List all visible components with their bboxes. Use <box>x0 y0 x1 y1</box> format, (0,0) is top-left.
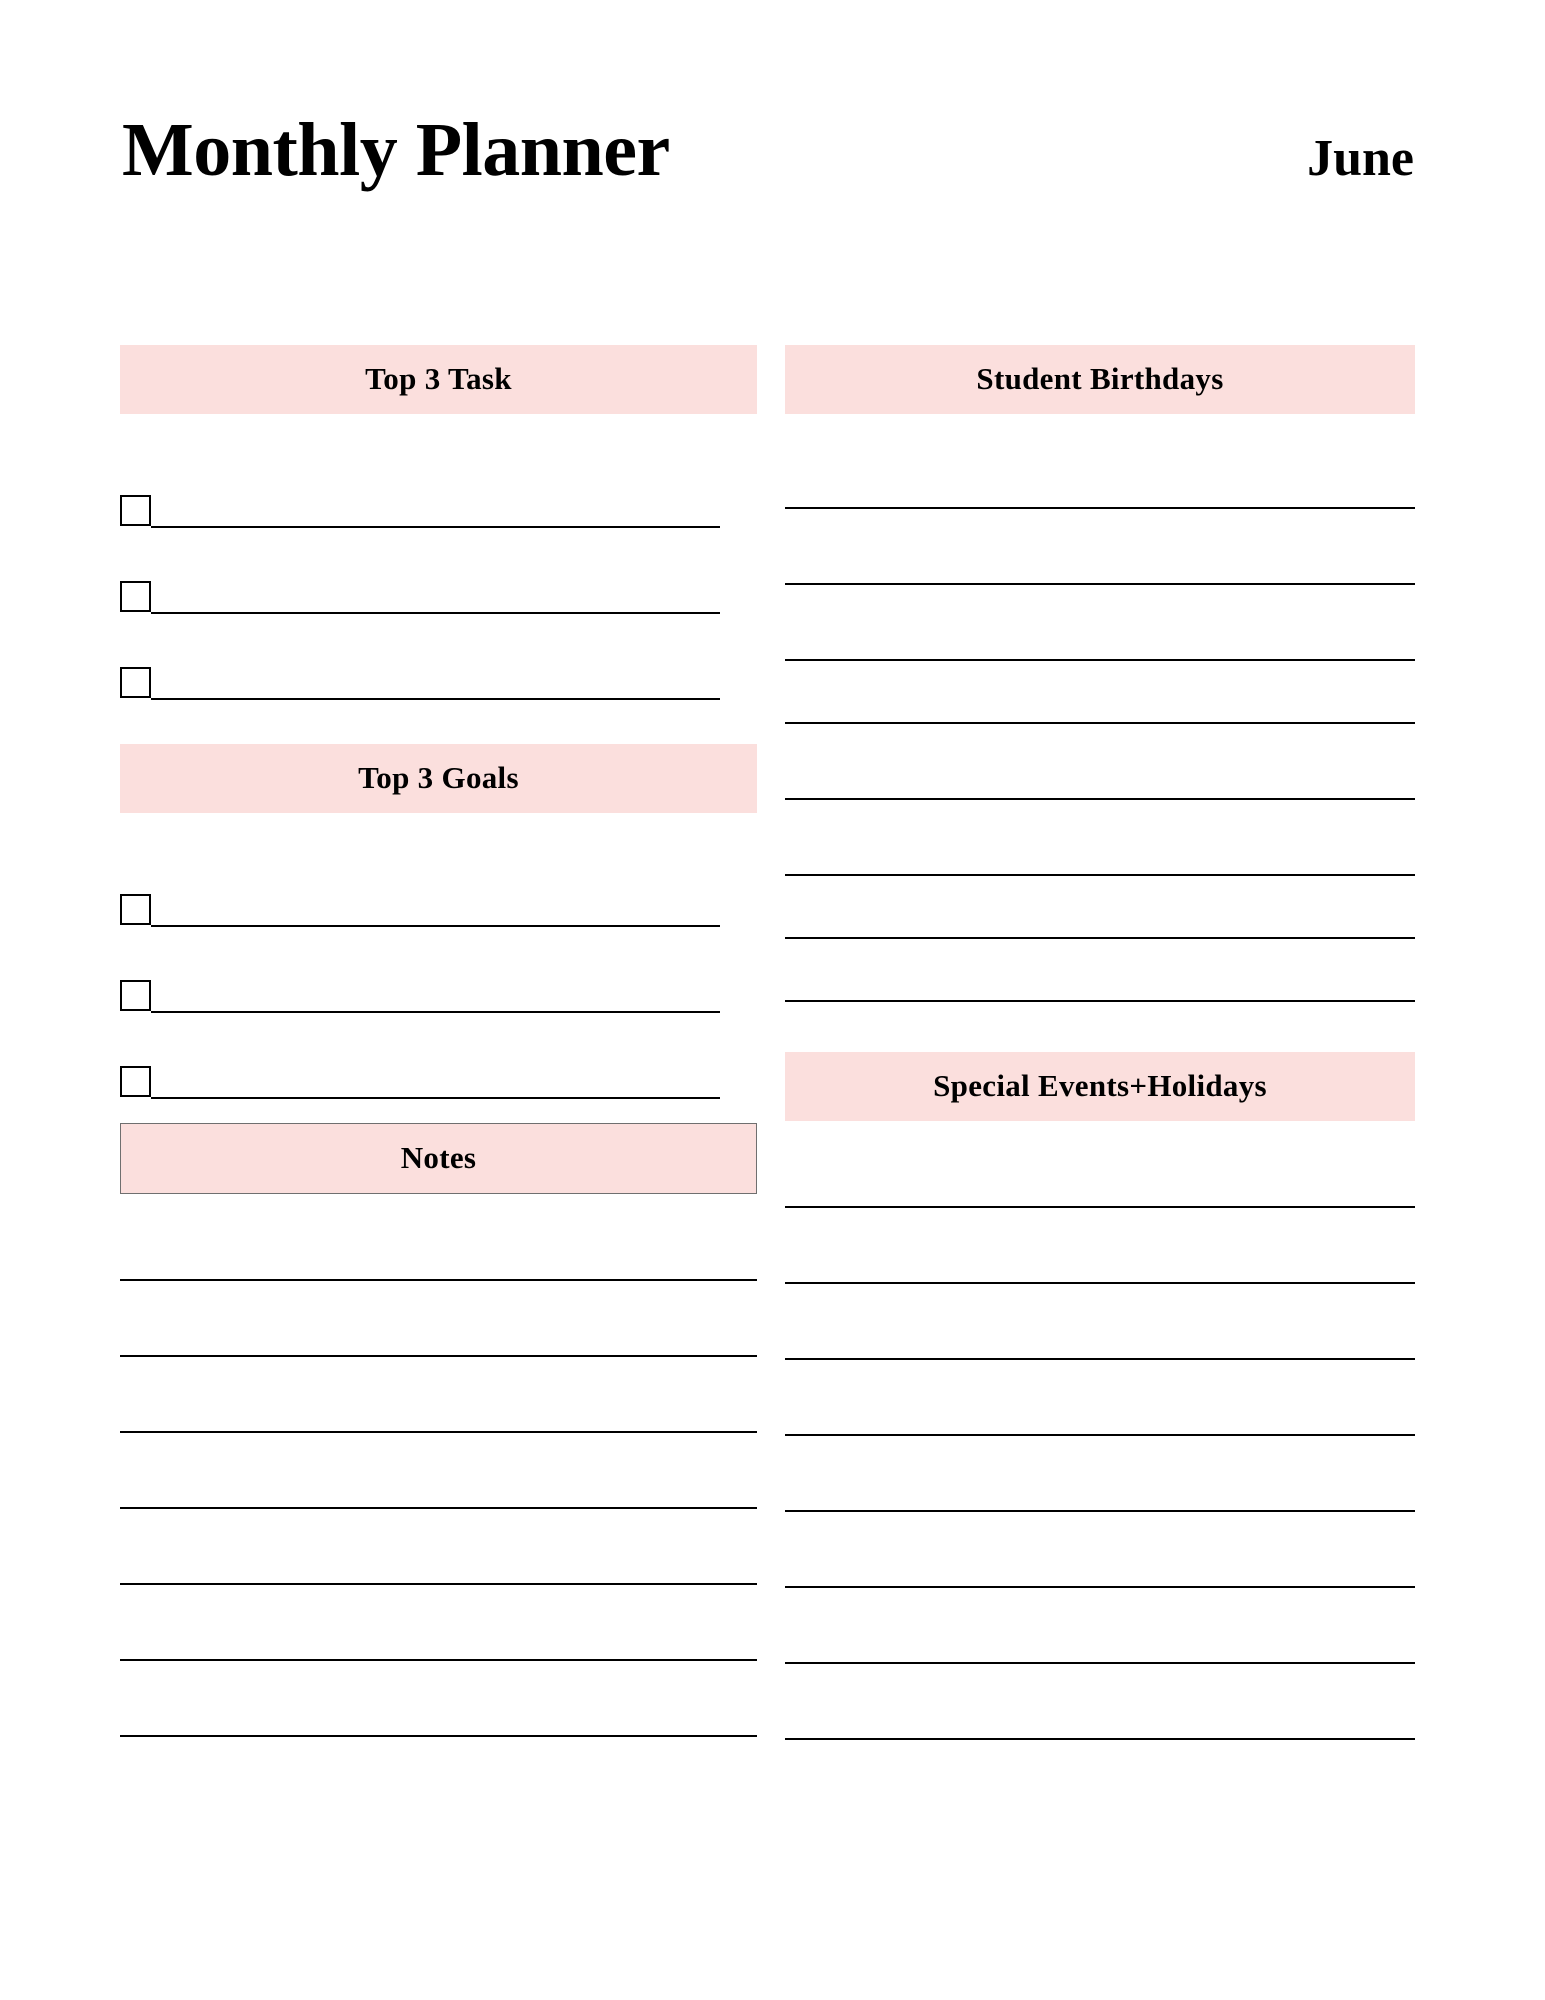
section-header-top-tasks: Top 3 Task <box>120 345 757 414</box>
task-row[interactable] <box>120 442 760 528</box>
task-write-line[interactable] <box>151 611 720 614</box>
goal-write-line[interactable] <box>151 924 720 927</box>
top-goals-list <box>120 841 760 1099</box>
goal-row[interactable] <box>120 927 760 1013</box>
special-events-lines <box>785 1121 1415 1740</box>
task-checkbox[interactable] <box>120 581 151 612</box>
month-label: June <box>1307 130 1414 187</box>
task-checkbox[interactable] <box>120 667 151 698</box>
goal-checkbox[interactable] <box>120 980 151 1011</box>
goal-row[interactable] <box>120 841 760 927</box>
task-row[interactable] <box>120 614 760 700</box>
event-write-line[interactable] <box>785 1737 1415 1740</box>
section-header-special-events: Special Events+Holidays <box>785 1052 1415 1121</box>
page-title: Monthly Planner <box>122 108 670 192</box>
notes-write-line[interactable] <box>120 1734 757 1737</box>
task-write-line[interactable] <box>151 697 720 700</box>
goal-write-line[interactable] <box>151 1010 720 1013</box>
spacer <box>785 1002 1415 1052</box>
section-header-top-goals: Top 3 Goals <box>120 744 757 813</box>
goal-checkbox[interactable] <box>120 894 151 925</box>
spacer <box>120 1099 760 1123</box>
task-write-line[interactable] <box>151 525 720 528</box>
notes-lines <box>120 1194 760 1737</box>
section-header-notes: Notes <box>120 1123 757 1194</box>
goal-checkbox[interactable] <box>120 1066 151 1097</box>
goal-write-line[interactable] <box>151 1096 720 1099</box>
task-row[interactable] <box>120 528 760 614</box>
task-checkbox[interactable] <box>120 495 151 526</box>
top-tasks-list <box>120 442 760 700</box>
page-header <box>122 108 1422 222</box>
spacer <box>120 700 760 744</box>
section-header-student-birthdays: Student Birthdays <box>785 345 1415 414</box>
goal-row[interactable] <box>120 1013 760 1099</box>
right-column <box>785 345 1415 1740</box>
left-column <box>120 345 760 1737</box>
student-birthdays-lines <box>785 414 1415 1002</box>
